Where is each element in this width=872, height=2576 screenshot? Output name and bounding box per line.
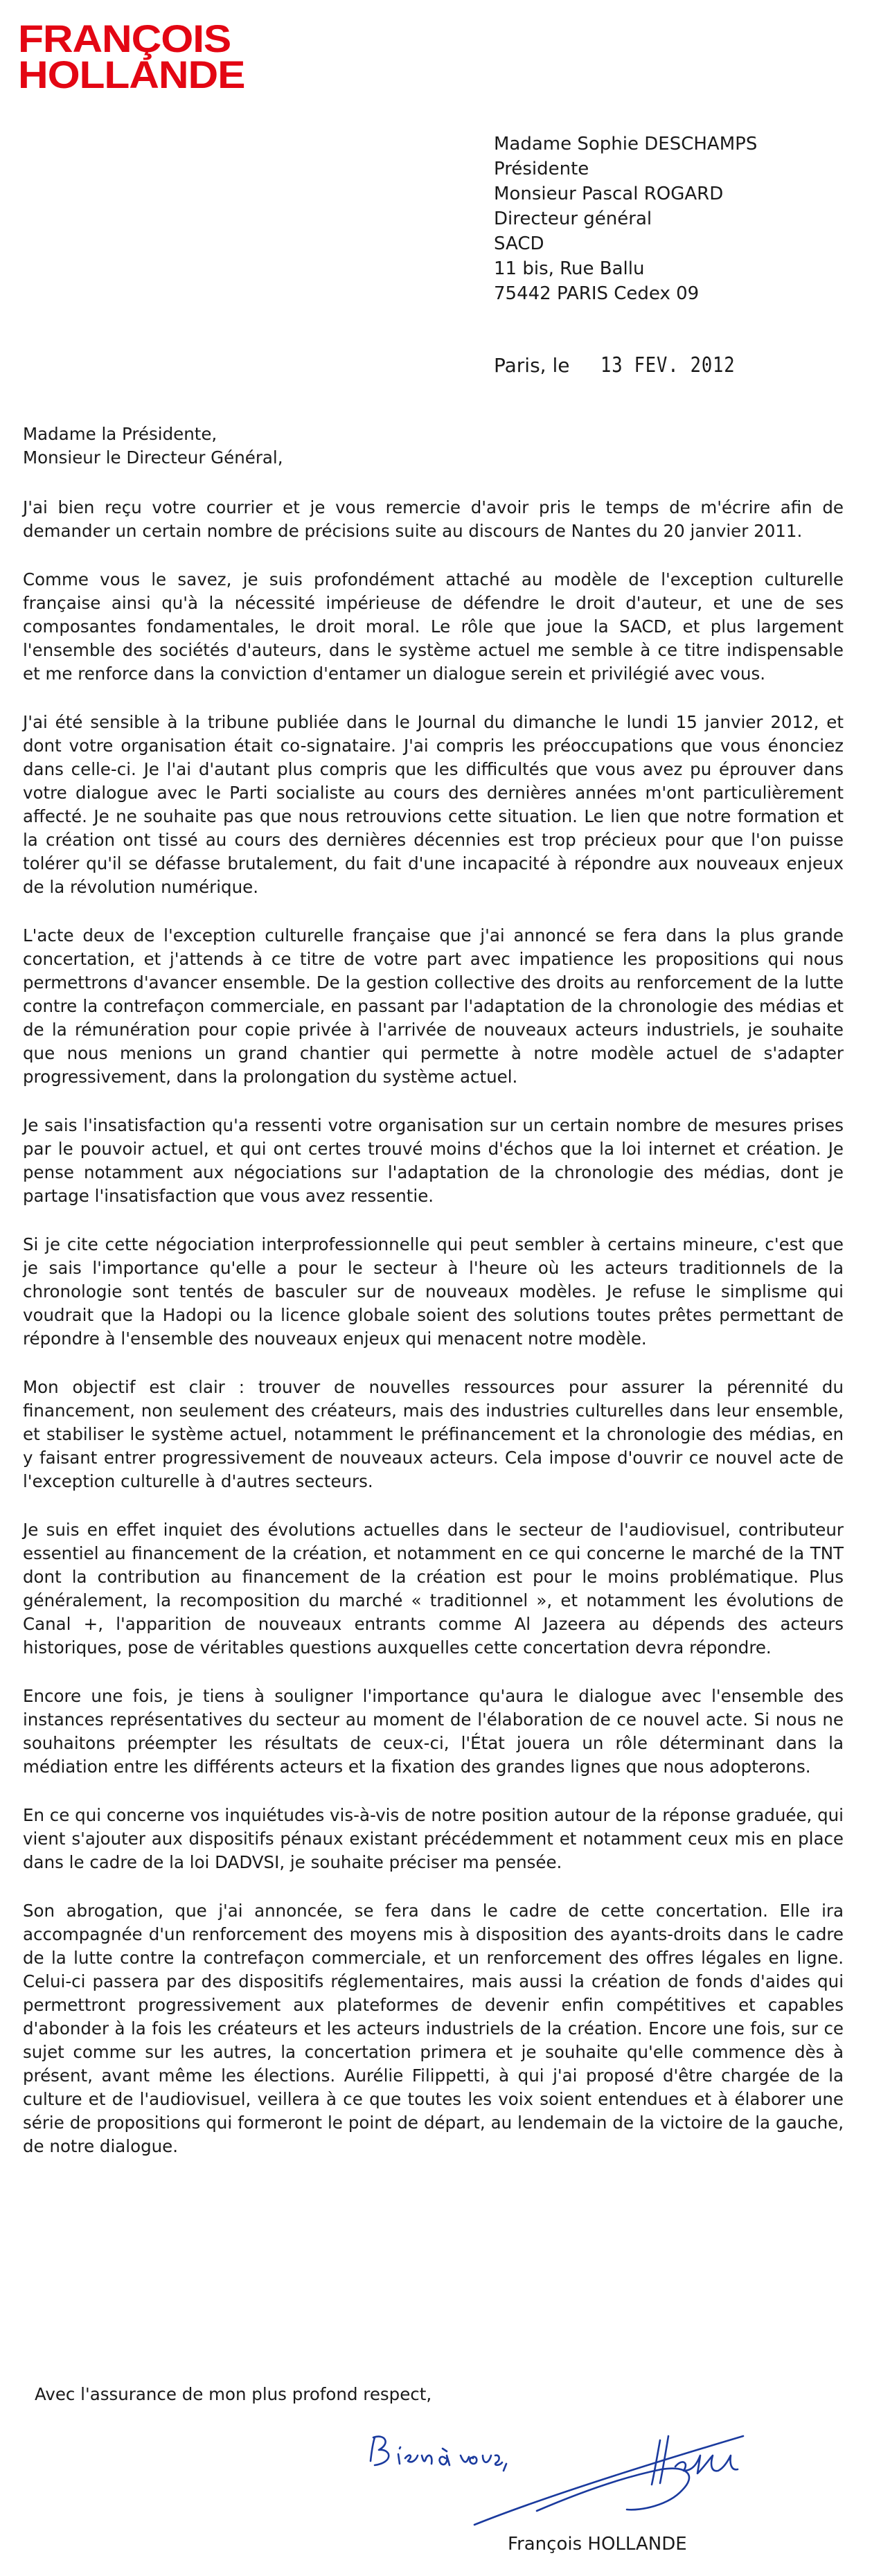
francois-hollande-logo [18,17,245,96]
signature-stroke [537,2469,689,2511]
recipient-line: SACD [494,233,544,254]
signature-stroke [474,2436,743,2525]
letter-paragraph: Comme vous le savez, je suis profondément attaché au modèle de l'exception culturelle française ainsi qu'à la nécessité impérieuse de défendre le droit d'auteur, et une de ses composantes fondamentales, le droit moral. Le rôle que joue la SACD, et plus largement l'ensemble des sociétés d'auteurs, dans le système actuel me semble à ce titre indispensable et me renforce dans la conviction d'entamer un dialogue serein et privilégié avec vous. [23,569,844,684]
salutation-line-1: Madame la Présidente, [23,424,217,444]
logo-line-2: HOLLANDE [18,53,245,96]
recipient-line: Directeur général [494,208,652,229]
logo-line-1: FRANÇOIS [18,17,231,60]
recipient-line: 75442 PARIS Cedex 09 [494,283,700,304]
letter-paragraph: Son abrogation, que j'ai annoncée, se fera dans le cadre de cette concertation. Elle ira accompagnée d'un renforcement des moyens mis à disposition des ayants-droits dans le cadre de la lutte contre la contrefaçon commerciale, et un renforcement des offres légales en ligne. Celui-ci passera par des dispositifs réglementaires, mais aussi la création de fonds d'aides qui permettront progressivement aux plateformes de devenir enfin compétitives et capables d'abonder à la fois les créateurs et les acteurs industriels de la création. Encore une fois, sur ce sujet comme sur les autres, la concertation primera et je souhaite qu'elle commence dès à présent, avant même les élections. Aurélie Filippetti, à qui j'ai proposé d'être chargée de la culture et de l'audiovisuel, veillera à ce que toutes les voix soient entendues et à élaborer une série de propositions qui formeront le point de départ, au lendemain de la victoire de la gauche, de notre dialogue. [23,1901,844,2156]
letter-body [23,423,844,2183]
salutation-line-2: Monsieur le Directeur Général, [23,447,283,468]
letter-paragraph: Je suis en effet inquiet des évolutions actuelles dans le secteur de l'audiovisuel, contributeur essentiel au financement de la création, et notamment en ce qui concerne le marché de la TNT dont la contribution au financement de la création est pour le moins problématique. Plus généralement, la recomposition du marché « traditionnel », et notamment les évolutions de Canal +, l'apparition de nouveaux entrants comme Al Jazeera au dépends des acteurs historiques, pose de véritables questions auxquelles cette concertation devra répondre. [23,1520,844,1658]
letter-paragraph: Mon objectif est clair : trouver de nouvelles ressources pour assurer la pérennité du financement, non seulement des créateurs, mais des industries culturelles dans leur ensemble, et stabiliser le système actuel, notamment le préfinancement et la chronologie des médias, en y faisant entrer progressivement de nouveaux acteurs. Cela impose d'ouvrir ce nouvel acte de l'exception culturelle à d'autres secteurs. [23,1377,844,1491]
recipient-line: Madame Sophie DESCHAMPS [494,134,758,154]
dateline [494,353,759,377]
letter-paragraph: J'ai été sensible à la tribune publiée dans le Journal du dimanche le lundi 15 janvier 2012, et dont votre organisation était co-signataire. J'ai compris les préoccupations que vous énonciez dans celle-ci. Je l'ai d'autant plus compris que les difficultés que vous avez pu éprouver dans votre dialogue avec le Parti socialiste au cours des dernières années m'ont particulièrement affecté. Je ne souhaite pas que nous retrouvions cette situation. Le lien que notre formation et la création ont tissé au cours des dernières décennies est trop précieux pour que l'on puisse tolérer qu'il se défasse brutalement, du fait d'une incapacité à répondre aux nouveaux enjeux de la révolution numérique. [23,712,844,897]
letter-paragraph: Je sais l'insatisfaction qu'a ressenti votre organisation sur un certain nombre de mesures prises par le pouvoir actuel, et qui ont certes trouvé moins d'échos que la loi internet et création. Je pense notamment aux négociations sur l'adaptation de la chronologie des médias, dont je partage l'insatisfaction que vous avez ressentie. [23,1115,844,1206]
recipient-line: Présidente [494,159,589,179]
recipient-line: Monsieur Pascal ROGARD [494,184,724,204]
closing-formula: Avec l'assurance de mon plus profond respect, [35,2384,432,2404]
letter-paragraph: En ce qui concerne vos inquiétudes vis-à-vis de notre position autour de la réponse graduée, qui vient s'ajouter aux dispositifs pénaux existant précédemment et notamment ceux mis en place dans le cadre de la loi DADVSI, je souhaite préciser ma pensée. [23,1805,844,1872]
letter-paragraph: Si je cite cette négociation interprofessionnelle qui peut sembler à certains mineure, c'est que je sais l'importance qu'elle a pour le secteur à l'heure où les acteurs traditionnels de la chronologie sont tentés de basculer sur de nouveaux modèles. Je refuse le simplisme qui voudrait que la Hadopi ou la licence globale soient des solutions toutes prêtes permettant de répondre à l'ensemble des nouveaux enjeux qui menacent notre modèle. [23,1234,844,1349]
letter-paragraph: L'acte deux de l'exception culturelle française que j'ai annoncé se fera dans la plus grande concertation, et j'attends à ce titre de votre part avec impatience les propositions qui nous permettrons d'avancer ensemble. De la gestion collective des droits au renforcement de la lutte contre la contrefaçon commerciale, en passant par l'adaptation de la chronologie des médias et de la rémunération pour copie privée à l'arrivée de nouveaux acteurs industriels, je souhaite que nous menions un grand chantier qui permette à notre modèle actuel de s'adapter progressivement, dans la prolongation du système actuel. [23,925,844,1087]
dateline-place: Paris, le [494,354,570,377]
salutation [23,423,844,470]
recipient-line: 11 bis, Rue Ballu [494,258,645,279]
handwritten-signature [364,2428,751,2532]
recipient-address-block [494,132,757,306]
letter-paragraph: Encore une fois, je tiens à souligner l'importance qu'aura le dialogue avec l'ensemble des instances représentatives du secteur au moment de l'élaboration de ce nouvel acte. Si nous ne souhaitons préempter les résultats de ceux-ci, l'État jouera un rôle déterminant dans la médiation entre les différents acteurs et la fixation des grandes lignes que nous adopterons. [23,1686,844,1777]
letter-paragraph: J'ai bien reçu votre courrier et je vous remercie d'avoir pris le temps de m'écrire afin de demander un certain nombre de précisions suite au discours de Nantes du 20 janvier 2011. [23,497,844,541]
signatory-name: François HOLLANDE [508,2534,687,2555]
date-stamp: 13 FEV. 2012 [600,353,736,377]
